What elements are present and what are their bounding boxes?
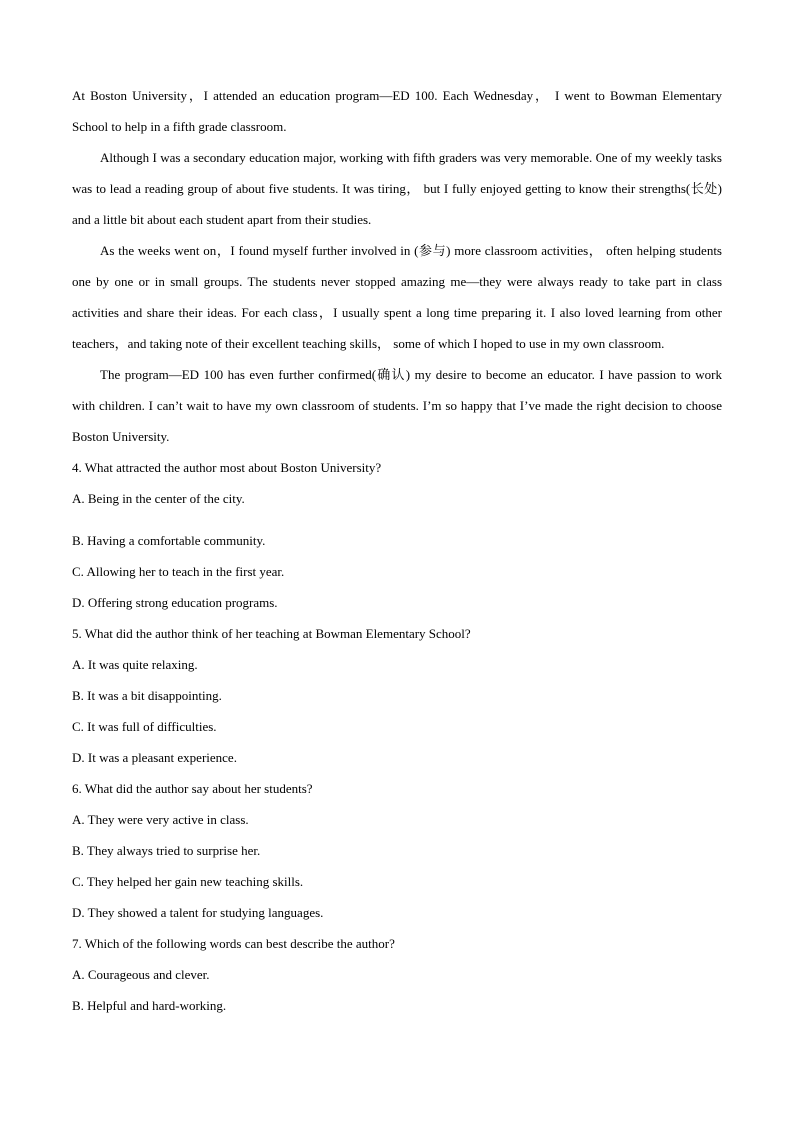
question-stem: 5. What did the author think of her teaching at Bowman Elementary School? — [72, 626, 471, 641]
question-stem: 4. What attracted the author most about Boston University? — [72, 460, 382, 475]
question-stem: 6. What did the author say about her students? — [72, 781, 313, 796]
question-option: B. They always tried to surprise her. — [72, 843, 261, 858]
question-option: A. Being in the center of the city. — [72, 491, 245, 506]
question-option: B. It was a bit disappointing. — [72, 688, 222, 703]
question-7 — [72, 928, 722, 1021]
question-option: B. Helpful and hard-working. — [72, 998, 227, 1013]
question-option: D. Offering strong education programs. — [72, 595, 278, 610]
question-option: B. Having a comfortable community. — [72, 533, 266, 548]
passage-paragraph-4: The program—ED 100 has even further confirmed(确认) my desire to become an educator. I have passion to work with children. I can’t wait to have my own classroom of students. I’m so happy that I’ve made the right decision to choose Boston University. — [72, 367, 722, 444]
question-option: A. It was quite relaxing. — [72, 657, 198, 672]
passage-paragraph-1: At Boston University，I attended an education program—ED 100. Each Wednesday， I went to Bowman Elementary School to help in a fifth grade classroom. — [72, 88, 722, 134]
question-option: C. It was full of difficulties. — [72, 719, 217, 734]
question-5 — [72, 618, 722, 773]
question-option: D. It was a pleasant experience. — [72, 750, 237, 765]
question-stem: 7. Which of the following words can best describe the author? — [72, 936, 395, 951]
question-option: D. They showed a talent for studying languages. — [72, 905, 324, 920]
question-6 — [72, 773, 722, 928]
question-option: C. They helped her gain new teaching skills. — [72, 874, 304, 889]
document-page — [72, 80, 722, 1021]
passage-paragraph-2: Although I was a secondary education major, working with fifth graders was very memorable. One of my weekly tasks was to lead a reading group of about five students. It was tiring， but I fully enjoyed getting to know their strengths(长处) and a little bit about each student apart from their studies. — [72, 150, 722, 227]
question-4 — [72, 452, 722, 618]
question-option: A. They were very active in class. — [72, 812, 249, 827]
question-option: A. Courageous and clever. — [72, 967, 210, 982]
passage-paragraph-3: As the weeks went on，I found myself further involved in (参与) more classroom activities， often helping students one by one or in small groups. The students never stopped amazing me—they were always ready to take part in class activities and share their ideas. For each class，I usually spent a long time preparing it. I also loved learning from other teachers，and taking note of their excellent teaching skills， some of which I hoped to use in my own classroom. — [72, 243, 722, 351]
question-option: C. Allowing her to teach in the first year. — [72, 564, 285, 579]
